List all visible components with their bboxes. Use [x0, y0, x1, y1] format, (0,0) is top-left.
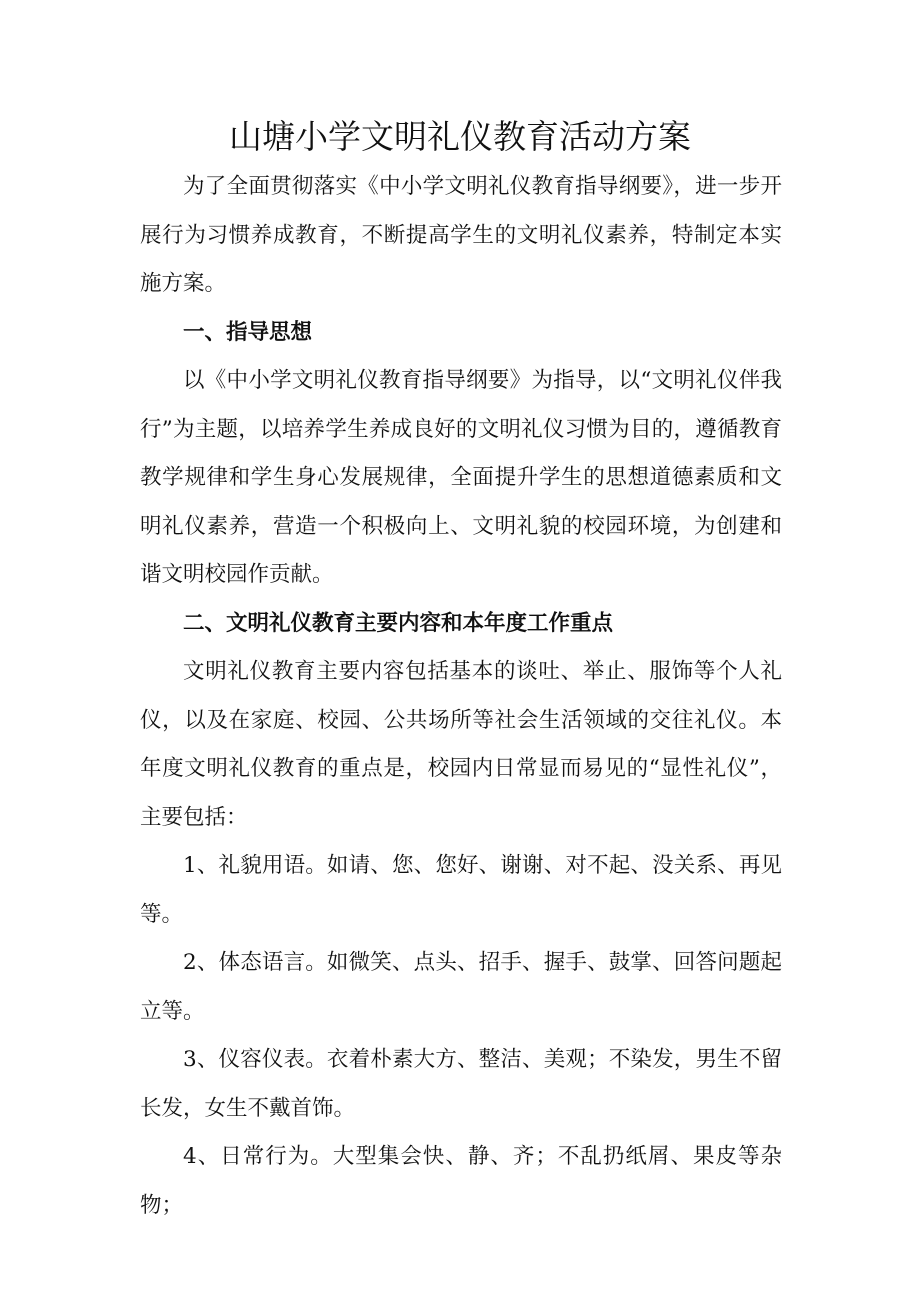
- section-heading-guiding-ideology: 一、指导思想: [183, 319, 313, 345]
- document-title: 山塘小学文明礼仪教育活动方案: [229, 117, 691, 156]
- intro-paragraph: 为了全面贯彻落实《中小学文明礼仪教育指导纲要》，进一步开展行为习惯养成教育，不断提高学生的文明礼仪素养，特制定本实施方案。: [140, 174, 782, 296]
- list-item-daily-behavior: 4、日常行为。大型集会快、静、齐；不乱扔纸屑、果皮等杂物；: [140, 1144, 782, 1218]
- main-content-paragraph: 文明礼仪教育主要内容包括基本的谈吐、举止、服饰等个人礼仪，以及在家庭、校园、公共场所等社会生活领域的交往礼仪。本年度文明礼仪教育的重点是，校园内日常显而易见的“显性礼仪”，主要包括：: [140, 659, 782, 830]
- guiding-ideology-paragraph: 以《中小学文明礼仪教育指导纲要》为指导，以“文明礼仪伴我行”为主题，以培养学生养成良好的文明礼仪习惯为目的，遵循教育教学规律和学生身心发展规律，全面提升学生的思想道德素质和文明礼仪素养，营造一个积极向上、文明礼貌的校园环境，为创建和谐文明校园作贡献。: [140, 368, 782, 587]
- list-item-body-language: 2、体态语言。如微笑、点头、招手、握手、鼓掌、回答问题起立等。: [140, 950, 782, 1024]
- list-item-polite-language: 1、礼貌用语。如请、您、您好、谢谢、对不起、没关系、再见等。: [140, 853, 782, 927]
- list-item-appearance: 3、仪容仪表。衣着朴素大方、整洁、美观；不染发，男生不留长发，女生不戴首饰。: [140, 1047, 782, 1121]
- document-body: [140, 163, 782, 1230]
- section-heading-main-content: 二、文明礼仪教育主要内容和本年度工作重点: [183, 610, 614, 636]
